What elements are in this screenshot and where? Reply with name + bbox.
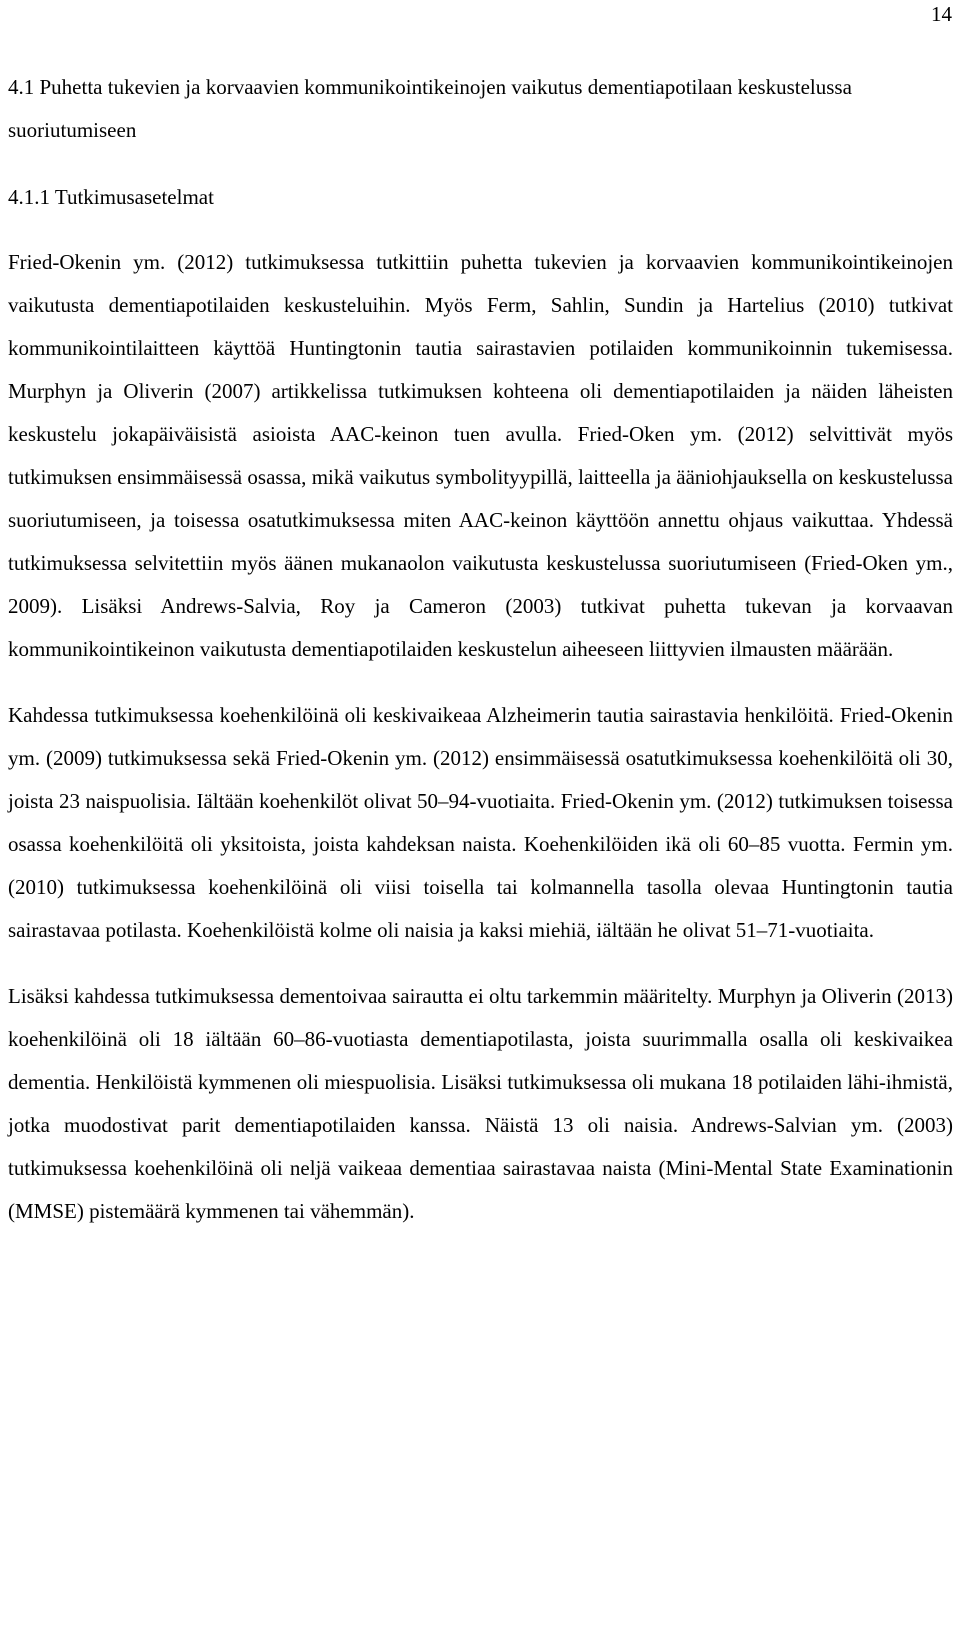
document-body: [8, 66, 953, 1233]
section-heading: 4.1 Puhetta tukevien ja korvaavien kommunikointikeinojen vaikutus dementiapotilaan keskustelussa suoriutumiseen: [8, 75, 852, 142]
subsection-heading: 4.1.1 Tutkimusasetelmat: [8, 185, 214, 209]
paragraph-2: Kahdessa tutkimuksessa koehenkilöinä oli keskivaikeaa Alzheimerin tautia sairastavia henkilöitä. Fried-Okenin ym. (2009) tutkimuksessa sekä Fried-Okenin ym. (2012) ensimmäisessä osatutkimuksessa koehenkilöitä oli 30, joista 23 naispuolisia. Iältään koehenkilöt olivat 50–94-vuotiaita. Fried-Okenin ym. (2012) tutkimuksen toisessa osassa koehenkilöitä oli yksitoista, joista kahdeksan naista. Koehenkilöiden ikä oli 60–85 vuotta. Fermin ym. (2010) tutkimuksessa koehenkilöinä oli viisi toisella tai kolmannella tasolla olevaa Huntingtonin tautia sairastavaa potilasta. Koehenkilöistä kolme oli naisia ja kaksi miehiä, iältään he olivat 51–71-vuotiaita.: [8, 703, 953, 942]
paragraph-3: Lisäksi kahdessa tutkimuksessa dementoivaa sairautta ei oltu tarkemmin määritelty. Murphyn ja Oliverin (2013) koehenkilöinä oli 18 iältään 60–86-vuotiasta dementiapotilasta, joista suurimmalla osalla oli keskivaikea dementia. Henkilöistä kymmenen oli miespuolisia. Lisäksi tutkimuksessa oli mukana 18 potilaiden lähi-ihmistä, jotka muodostivat parit dementiapotilaiden kanssa. Näistä 13 oli naisia. Andrews-Salvian ym. (2003) tutkimuksessa koehenkilöinä oli neljä vaikeaa dementiaa sairastavaa naista (Mini-Mental State Examinationin (MMSE) pistemäärä kymmenen tai vähemmän).: [8, 984, 953, 1223]
page-number: 14: [931, 2, 952, 26]
paragraph-1: Fried-Okenin ym. (2012) tutkimuksessa tutkittiin puhetta tukevien ja korvaavien kommunikointikeinojen vaikutusta dementiapotilaiden keskusteluihin. Myös Ferm, Sahlin, Sundin ja Hartelius (2010) tutkivat kommunikointilaitteen käyttöä Huntingtonin tautia sairastavien potilaiden kommunikoinnin tukemisessa. Murphyn ja Oliverin (2007) artikkelissa tutkimuksen kohteena oli dementiapotilaiden ja näiden läheisten keskustelu jokapäiväisistä asioista AAC-keinon tuen avulla. Fried-Oken ym. (2012) selvittivät myös tutkimuksen ensimmäisessä osassa, mikä vaikutus symbolityypillä, laitteella ja ääniohjauksella on keskustelussa suoriutumiseen, ja toisessa osatutkimuksessa miten AAC-keinon käyttöön annettu ohjaus vaikuttaa. Yhdessä tutkimuksessa selvitettiin myös äänen mukanaolon vaikutusta keskustelussa suoriutumiseen (Fried-Oken ym., 2009). Lisäksi Andrews-Salvia, Roy ja Cameron (2003) tutkivat puhetta tukevan ja korvaavan kommunikointikeinon vaikutusta dementiapotilaiden keskustelun aiheeseen liittyvien ilmausten määrään.: [8, 250, 953, 661]
